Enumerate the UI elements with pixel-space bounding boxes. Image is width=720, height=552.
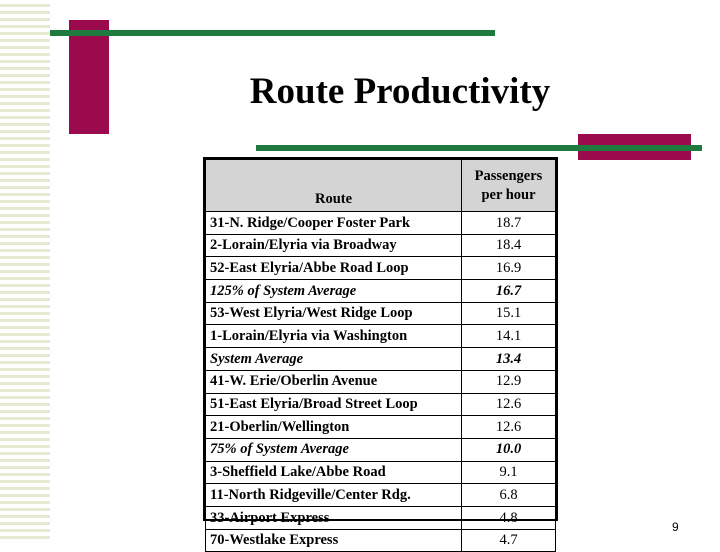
table-row: [206, 461, 556, 484]
route-name-cell: 21-Oberlin/Wellington: [206, 416, 462, 439]
route-name-cell: 70-Westlake Express: [206, 529, 462, 552]
page-title: Route Productivity: [249, 71, 551, 112]
table-row: [206, 393, 556, 416]
passengers-per-hour-cell: 16.7: [462, 280, 556, 303]
green-rule-top: [50, 30, 495, 36]
column-header-pph-line1: Passengers: [474, 167, 543, 184]
green-rule-bottom: [256, 145, 702, 151]
route-name-cell: 52-East Elyria/Abbe Road Loop: [206, 257, 462, 280]
passengers-per-hour-cell: 14.1: [462, 325, 556, 348]
table-row-benchmark: [206, 438, 556, 461]
table-row: [206, 234, 556, 257]
page-number: 9: [672, 520, 679, 534]
table-header-row: [206, 160, 556, 212]
table-row: [206, 529, 556, 552]
route-name-cell: 2-Lorain/Elyria via Broadway: [206, 234, 462, 257]
passengers-per-hour-cell: 4.8: [462, 506, 556, 529]
table-row: [206, 325, 556, 348]
passengers-per-hour-cell: 12.6: [462, 393, 556, 416]
route-name-cell: 53-West Elyria/West Ridge Loop: [206, 302, 462, 325]
passengers-per-hour-cell: 18.7: [462, 212, 556, 235]
passengers-per-hour-cell: 6.8: [462, 484, 556, 507]
route-name-cell: 31-N. Ridge/Cooper Foster Park: [206, 212, 462, 235]
table-row: [206, 484, 556, 507]
table-row: [206, 416, 556, 439]
column-header-passengers-per-hour: [462, 160, 556, 212]
table-row: [206, 370, 556, 393]
passengers-per-hour-cell: 16.9: [462, 257, 556, 280]
table-body: [206, 212, 556, 552]
table-row: [206, 257, 556, 280]
table-row-benchmark: [206, 280, 556, 303]
passengers-per-hour-cell: 18.4: [462, 234, 556, 257]
column-header-pph-line2: per hour: [481, 186, 536, 203]
passengers-per-hour-cell: 10.0: [462, 438, 556, 461]
table-row: [206, 302, 556, 325]
maroon-accent-block-left: [69, 20, 109, 134]
passengers-per-hour-cell: 12.6: [462, 416, 556, 439]
passengers-per-hour-cell: 4.7: [462, 529, 556, 552]
passengers-per-hour-cell: 15.1: [462, 302, 556, 325]
route-productivity-table-frame: [203, 157, 558, 549]
route-name-cell: 75% of System Average: [206, 438, 462, 461]
passengers-per-hour-cell: 9.1: [462, 461, 556, 484]
table-row: [206, 212, 556, 235]
route-productivity-table: [205, 159, 556, 552]
route-name-cell: 125% of System Average: [206, 280, 462, 303]
route-name-cell: 11-North Ridgeville/Center Rdg.: [206, 484, 462, 507]
route-name-cell: 33-Airport Express: [206, 506, 462, 529]
route-name-cell: 51-East Elyria/Broad Street Loop: [206, 393, 462, 416]
route-name-cell: 1-Lorain/Elyria via Washington: [206, 325, 462, 348]
passengers-per-hour-cell: 12.9: [462, 370, 556, 393]
route-name-cell: 41-W. Erie/Oberlin Avenue: [206, 370, 462, 393]
column-header-route: Route: [206, 160, 462, 212]
route-name-cell: System Average: [206, 348, 462, 371]
table-row-benchmark: [206, 348, 556, 371]
passengers-per-hour-cell: 13.4: [462, 348, 556, 371]
table-row: [206, 506, 556, 529]
striped-side-band: [0, 0, 50, 540]
route-name-cell: 3-Sheffield Lake/Abbe Road: [206, 461, 462, 484]
